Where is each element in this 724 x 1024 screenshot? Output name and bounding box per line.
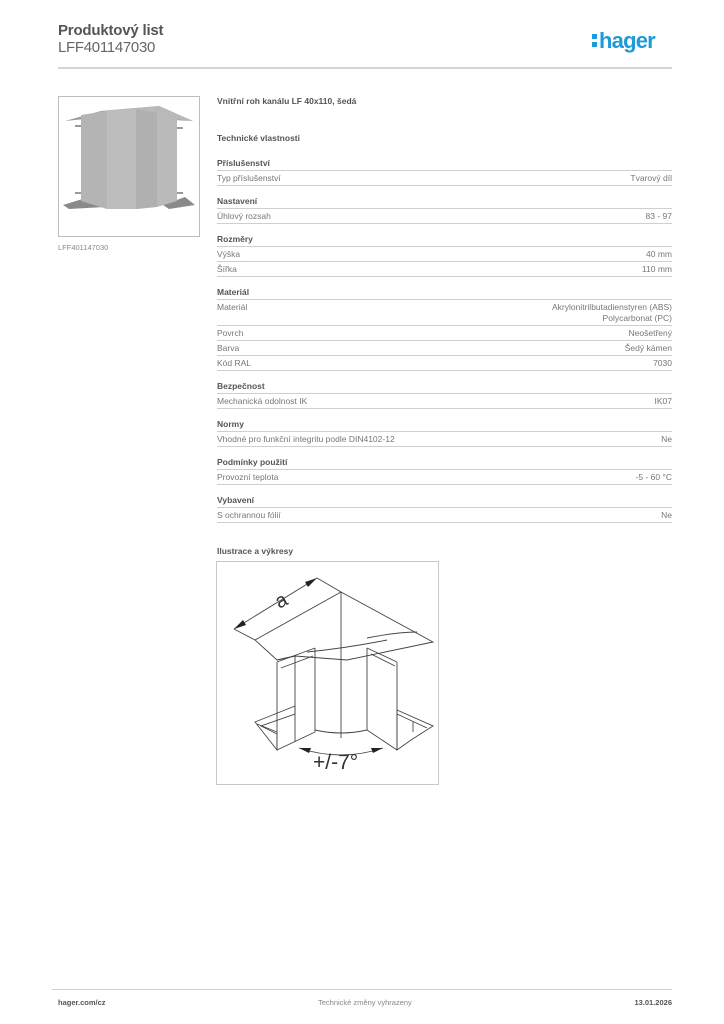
product-code: LFF401147030 xyxy=(58,39,156,56)
group-safety xyxy=(217,381,672,409)
property-value: 110 mm xyxy=(641,264,672,274)
property-row xyxy=(217,341,672,356)
property-label: Povrch xyxy=(217,328,244,338)
dimension-label: a xyxy=(271,588,292,614)
group-equipment xyxy=(217,495,672,523)
property-label: Provozní teplota xyxy=(217,472,279,482)
technical-properties-heading: Technické vlastnosti xyxy=(217,133,300,143)
product-name: Vnitřní roh kanálu LF 40x110, šedá xyxy=(217,96,357,106)
group-title: Podmínky použití xyxy=(217,457,672,470)
property-label: Výška xyxy=(217,249,241,259)
group-title: Vybavení xyxy=(217,495,672,508)
group-dimensions xyxy=(217,234,672,277)
logo-text: hager xyxy=(599,28,655,53)
hager-logo xyxy=(592,28,655,54)
property-value: 40 mm xyxy=(646,249,672,259)
property-value: 83 - 97 xyxy=(645,211,672,221)
page-title: Produktový list xyxy=(58,22,164,39)
property-label: Barva xyxy=(217,343,240,353)
property-row xyxy=(217,326,672,341)
property-row xyxy=(217,394,672,409)
property-value: Ne xyxy=(661,510,672,520)
property-row xyxy=(217,356,672,371)
property-row xyxy=(217,508,672,523)
group-usage-conditions xyxy=(217,457,672,485)
footer-divider xyxy=(52,989,672,990)
property-label: Kód RAL xyxy=(217,358,252,368)
property-label: S ochrannou fólií xyxy=(217,510,281,520)
property-value: Šedý kámen xyxy=(624,343,672,353)
property-value: Neošetřený xyxy=(628,328,672,338)
property-label: Mechanická odolnost IK xyxy=(217,396,308,406)
property-value: Ne xyxy=(661,434,672,444)
group-title: Příslušenství xyxy=(217,158,672,171)
property-value: IK07 xyxy=(654,396,672,406)
product-details xyxy=(217,96,672,556)
group-title: Materiál xyxy=(217,287,672,300)
property-label: Šířka xyxy=(217,264,237,274)
property-label: Typ příslušenství xyxy=(217,173,281,183)
property-label: Materiál xyxy=(217,302,248,312)
property-value-line: Akrylonitrilbutadienstyren (ABS) xyxy=(552,302,672,312)
property-value-line: Polycarbonat (PC) xyxy=(602,313,672,323)
footer-date: 13.01.2026 xyxy=(634,998,672,1007)
property-value: 7030 xyxy=(653,358,672,368)
footer-website-link[interactable]: hager.com/cz xyxy=(58,998,106,1007)
drawings-heading: Ilustrace a výkresy xyxy=(217,546,294,556)
property-row xyxy=(217,432,672,447)
group-standards xyxy=(217,419,672,447)
thumbnail-caption: LFF401147030 xyxy=(58,243,109,252)
group-accessories xyxy=(217,158,672,186)
property-row xyxy=(217,171,672,186)
property-value: -5 - 60 °C xyxy=(635,472,672,482)
header-divider xyxy=(58,67,672,69)
property-label: Úhlový rozsah xyxy=(217,211,271,221)
property-row xyxy=(217,209,672,224)
group-title: Rozměry xyxy=(217,234,672,247)
property-row xyxy=(217,470,672,485)
property-row xyxy=(217,300,672,326)
footer-notice: Technické změny vyhrazeny xyxy=(318,998,412,1007)
group-title: Normy xyxy=(217,419,672,432)
group-title: Bezpečnost xyxy=(217,381,672,394)
technical-drawing xyxy=(216,561,439,785)
property-value xyxy=(552,302,672,324)
product-thumbnail xyxy=(58,96,200,237)
group-title: Nastavení xyxy=(217,196,672,209)
logo-dots-icon xyxy=(592,32,598,48)
property-row xyxy=(217,247,672,262)
product-photo-icon xyxy=(59,97,199,236)
group-settings xyxy=(217,196,672,224)
property-row xyxy=(217,262,672,277)
property-label: Vhodné pro funkční integritu podle DIN4102-12 xyxy=(217,434,395,444)
property-value: Tvarový díl xyxy=(630,173,672,183)
group-material xyxy=(217,287,672,371)
angle-label: +/-7° xyxy=(313,751,359,774)
